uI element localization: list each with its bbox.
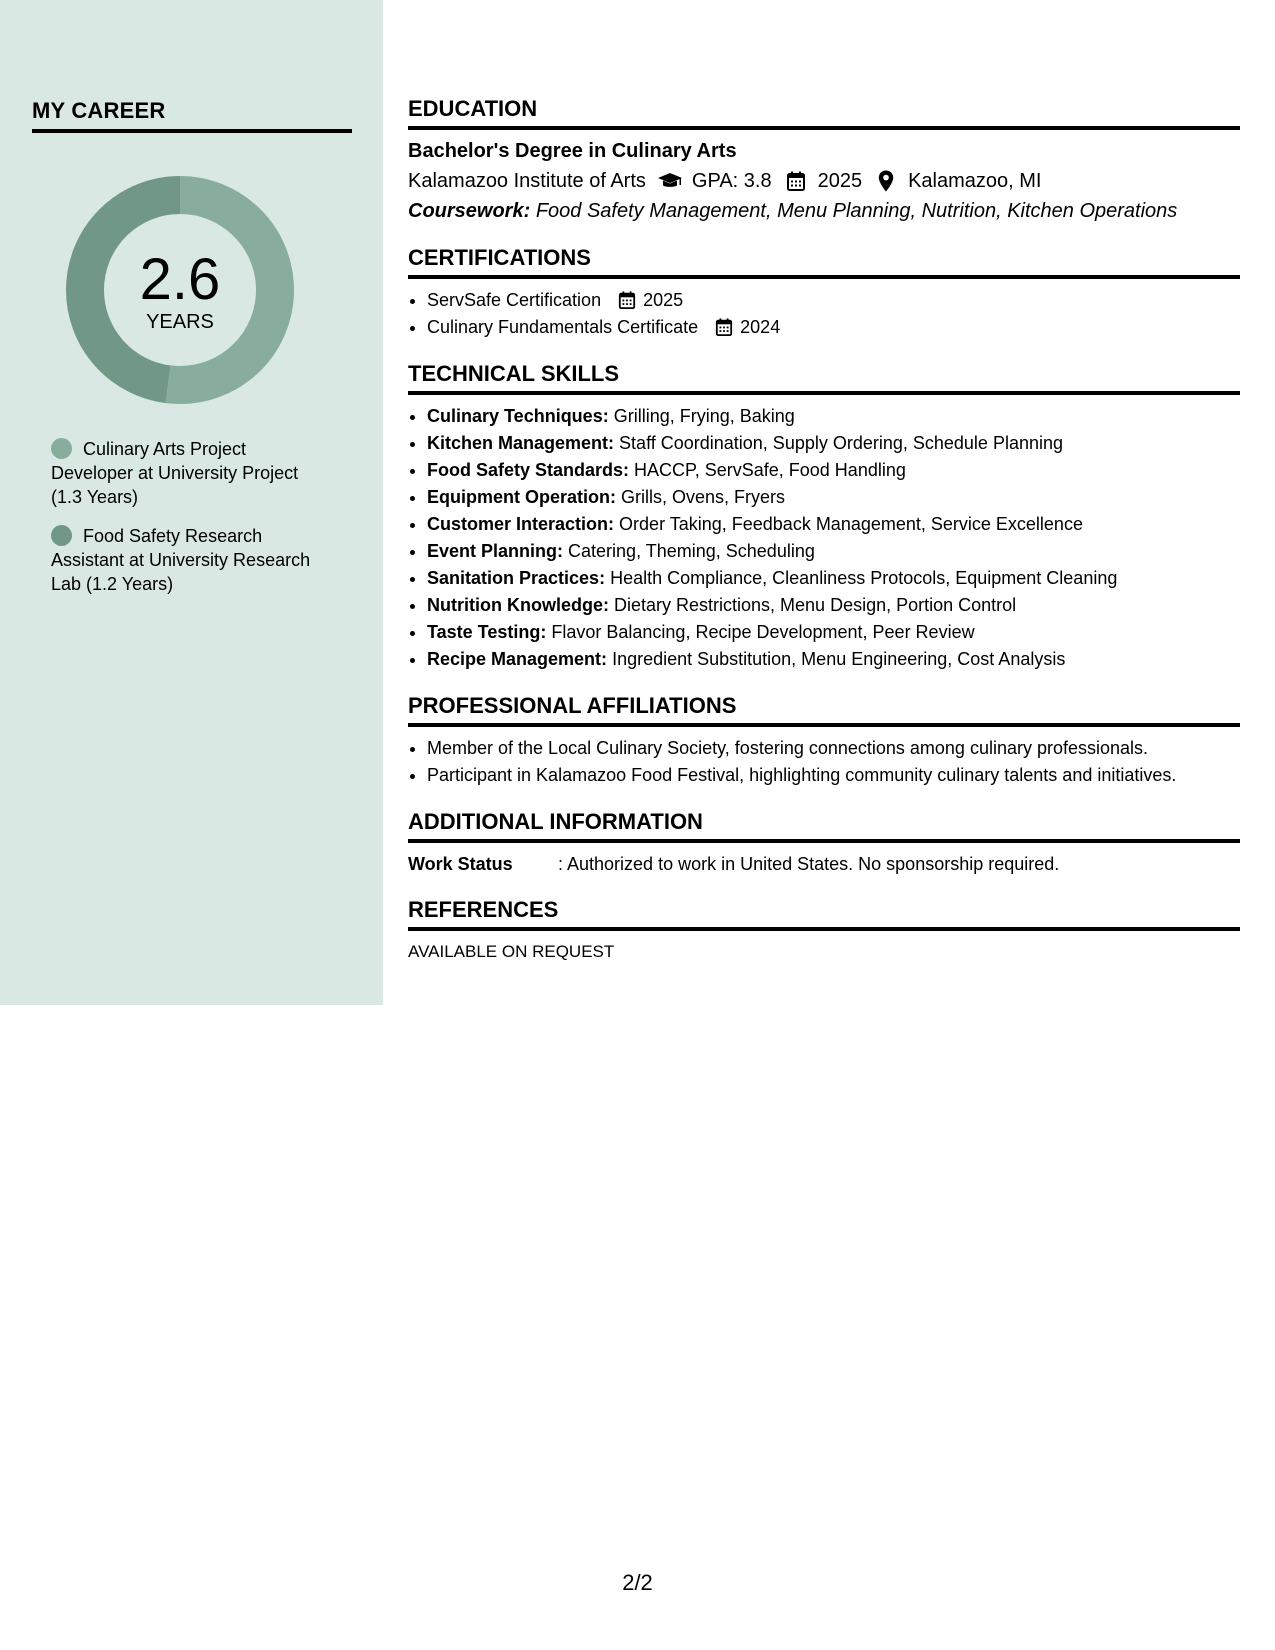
references-section <box>408 897 1240 962</box>
affiliations-list <box>408 735 1240 789</box>
skill-item <box>427 619 1240 646</box>
skill-value: Staff Coordination, Supply Ordering, Schedule Planning <box>619 433 1063 453</box>
graduation-cap-icon <box>657 170 683 192</box>
donut-center <box>66 176 294 404</box>
graduation-year: 2025 <box>817 170 863 192</box>
career-item-text: Food Safety Research Assistant at University Research Lab (1.2 Years) <box>51 526 311 594</box>
section-divider <box>408 391 1240 395</box>
certifications-heading: CERTIFICATIONS <box>408 245 591 270</box>
skill-item <box>427 646 1240 673</box>
affiliations-heading: PROFESSIONAL AFFILIATIONS <box>408 693 737 718</box>
skill-label: Kitchen Management: <box>427 433 615 453</box>
certifications-section <box>408 245 1240 341</box>
main-content <box>408 96 1240 962</box>
section-divider <box>408 927 1240 931</box>
career-title-divider <box>32 129 352 133</box>
skill-item <box>427 430 1240 457</box>
skill-value: Health Compliance, Cleanliness Protocols, Equipment Cleaning <box>610 568 1118 588</box>
skill-label: Nutrition Knowledge: <box>427 595 609 615</box>
affiliations-section <box>408 693 1240 789</box>
affiliation-item: • Member of the Local Culinary Society, fostering connections among culinary professionals. <box>427 735 1240 762</box>
skill-value: Dietary Restrictions, Menu Design, Portion Control <box>614 595 1017 615</box>
references-heading: REFERENCES <box>408 897 559 922</box>
skill-label: Food Safety Standards: <box>427 460 630 480</box>
skill-value: Catering, Theming, Scheduling <box>568 541 815 561</box>
certification-name: Culinary Fundamentals Certificate <box>427 317 699 337</box>
skill-label: Event Planning: <box>427 541 564 561</box>
skills-list <box>408 403 1240 673</box>
section-divider <box>408 839 1240 843</box>
skills-heading: TECHNICAL SKILLS <box>408 361 620 386</box>
skill-label: Sanitation Practices: <box>427 568 606 588</box>
skill-item <box>427 538 1240 565</box>
skill-item <box>427 457 1240 484</box>
skill-label: Equipment Operation: <box>427 487 616 507</box>
affiliation-item: • Participant in Kalamazoo Food Festival, highlighting community culinary talents and initiatives. <box>427 762 1240 789</box>
legend-dot-icon <box>51 438 72 459</box>
coursework-label: Coursework: <box>408 200 531 222</box>
skills-section <box>408 361 1240 673</box>
certification-year: 2025 <box>643 290 684 310</box>
certification-item <box>427 287 1240 314</box>
skill-item <box>427 511 1240 538</box>
career-title: MY CAREER <box>32 98 166 123</box>
skill-item <box>427 565 1240 592</box>
work-status-value: : Authorized to work in United States. No sponsorship required. <box>558 854 1060 874</box>
skill-item <box>427 403 1240 430</box>
work-status-row <box>408 851 1240 877</box>
skill-value: Grilling, Frying, Baking <box>613 406 795 426</box>
skill-value: Ingredient Substitution, Menu Engineering, Cost Analysis <box>612 649 1066 669</box>
career-years-unit: YEARS <box>146 310 214 333</box>
sidebar <box>0 0 383 1005</box>
skill-value: Flavor Balancing, Recipe Development, Peer Review <box>551 622 975 642</box>
skill-value: Order Taking, Feedback Management, Service Excellence <box>619 514 1083 534</box>
certification-year: 2024 <box>740 317 781 337</box>
school-name: Kalamazoo Institute of Arts <box>408 170 646 192</box>
school-location: Kalamazoo, MI <box>908 170 1042 192</box>
skill-label: Taste Testing: <box>427 622 547 642</box>
skill-label: Recipe Management: <box>427 649 608 669</box>
location-pin-icon <box>873 170 899 192</box>
career-item <box>51 437 331 509</box>
skill-item <box>427 484 1240 511</box>
education-heading: EDUCATION <box>408 96 538 121</box>
skill-value: Grills, Ovens, Fryers <box>621 487 786 507</box>
certifications-list <box>408 287 1240 341</box>
section-divider <box>408 275 1240 279</box>
gpa: GPA: 3.8 <box>691 170 772 192</box>
skill-label: Customer Interaction: <box>427 514 615 534</box>
degree-title: Bachelor's Degree in Culinary Arts <box>408 140 737 162</box>
references-text: AVAILABLE ON REQUEST <box>408 942 615 961</box>
career-list <box>51 437 331 611</box>
coursework-list: Food Safety Management, Menu Planning, Nutrition, Kitchen Operations <box>535 200 1178 222</box>
section-divider <box>408 126 1240 130</box>
skill-item <box>427 592 1240 619</box>
certification-name: ServSafe Certification <box>427 290 602 310</box>
skill-value: HACCP, ServSafe, Food Handling <box>634 460 906 480</box>
degree-meta <box>408 167 1240 195</box>
work-status-label: Work Status <box>408 854 513 874</box>
calendar-icon <box>715 318 733 336</box>
section-divider <box>408 723 1240 727</box>
legend-dot-icon <box>51 525 72 546</box>
page-number: 2/2 <box>622 1570 653 1595</box>
education-section <box>408 96 1240 225</box>
additional-info-section <box>408 809 1240 877</box>
skill-label: Culinary Techniques: <box>427 406 609 426</box>
career-item-text: Culinary Arts Project Developer at University Project (1.3 Years) <box>51 439 299 507</box>
coursework <box>408 197 1240 225</box>
calendar-icon <box>783 170 809 192</box>
additional-info-heading: ADDITIONAL INFORMATION <box>408 809 703 834</box>
career-item <box>51 524 331 596</box>
calendar-icon <box>618 291 636 309</box>
career-years-value: 2.6 <box>139 246 221 312</box>
certification-item <box>427 314 1240 341</box>
